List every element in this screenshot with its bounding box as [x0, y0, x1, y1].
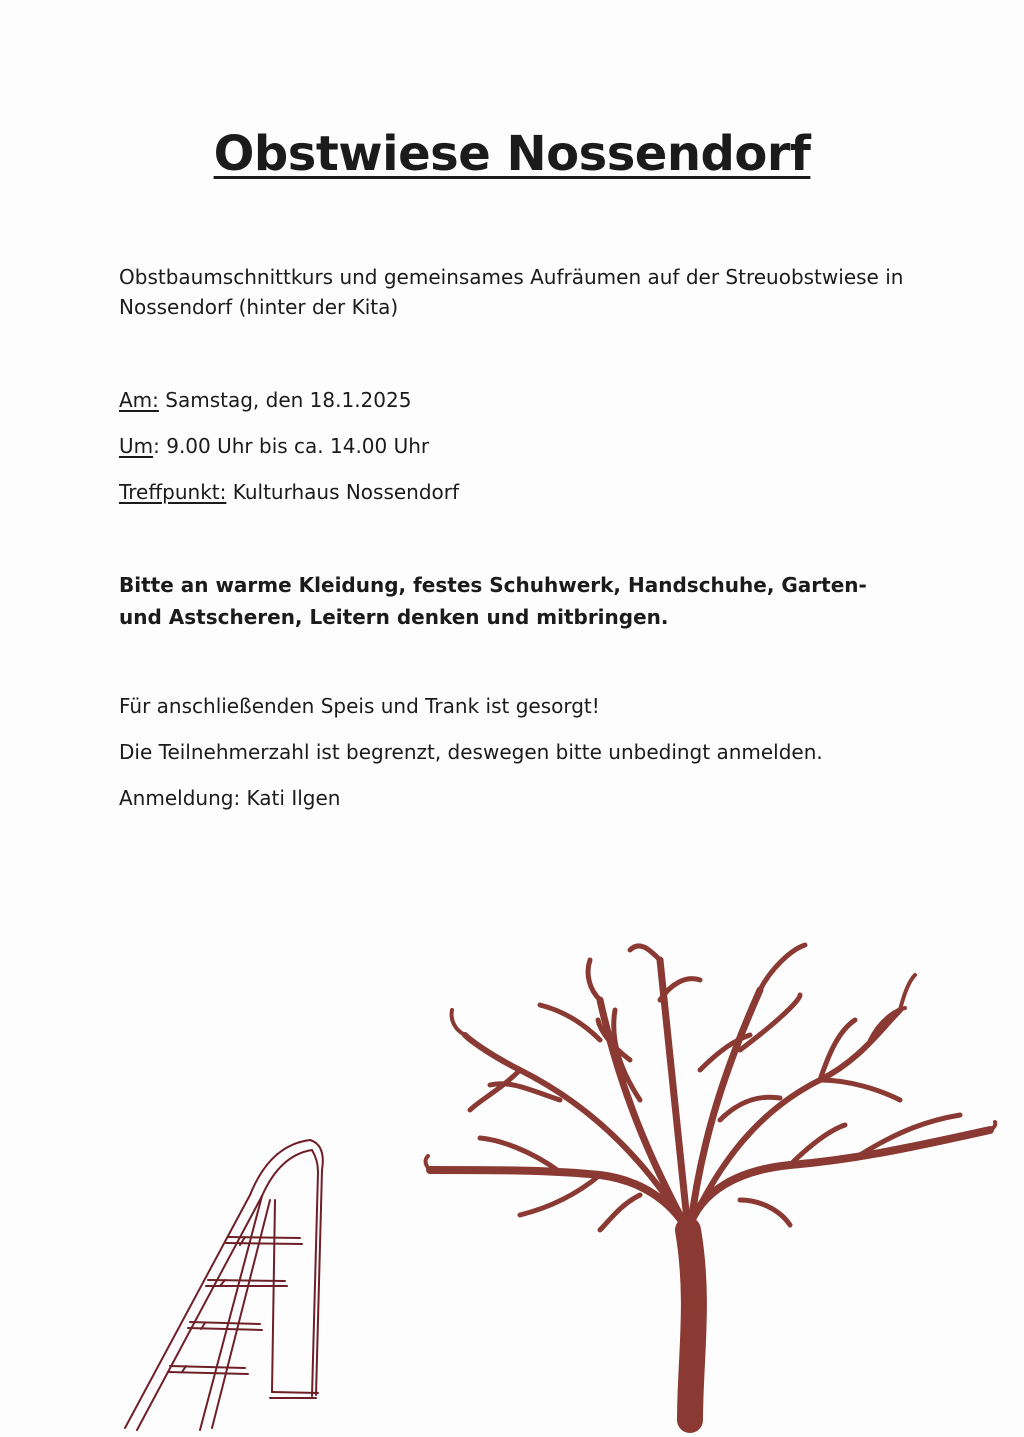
date-line — [119, 385, 411, 415]
tree-drawing — [426, 945, 996, 1420]
page-title-text: Obstwiese Nossendorf — [213, 126, 811, 182]
registration-note: Anmeldung: Kati Ilgen — [119, 786, 341, 810]
time-value: : 9.00 Uhr bis ca. 14.00 Uhr — [153, 434, 430, 458]
time-line — [119, 431, 429, 461]
intro-text: Obstbaumschnittkurs und gemeinsames Aufräumen auf der Streuobstwiese in Nossendorf (hinter der Kita) — [119, 265, 904, 319]
time-label: Um — [119, 434, 154, 458]
food-note: Für anschließenden Speis und Trank ist gesorgt! — [119, 694, 600, 718]
ladder-drawing — [125, 1140, 323, 1430]
meeting-label: Treffpunkt: — [119, 480, 227, 504]
date-label: Am: — [119, 388, 159, 412]
page-title — [0, 122, 1024, 186]
participant-limit-note: Die Teilnehmerzahl ist begrenzt, deswegen bitte unbedingt anmelden. — [119, 740, 823, 764]
meeting-value: Kulturhaus Nossendorf — [226, 480, 460, 504]
meeting-line — [119, 477, 459, 507]
bring-items-notice: Bitte an warme Kleidung, festes Schuhwerk, Handschuhe, Garten- und Astscheren, Leitern denken und mitbringen. — [119, 573, 867, 629]
illustration — [0, 900, 1024, 1437]
date-value: Samstag, den 18.1.2025 — [158, 388, 412, 412]
